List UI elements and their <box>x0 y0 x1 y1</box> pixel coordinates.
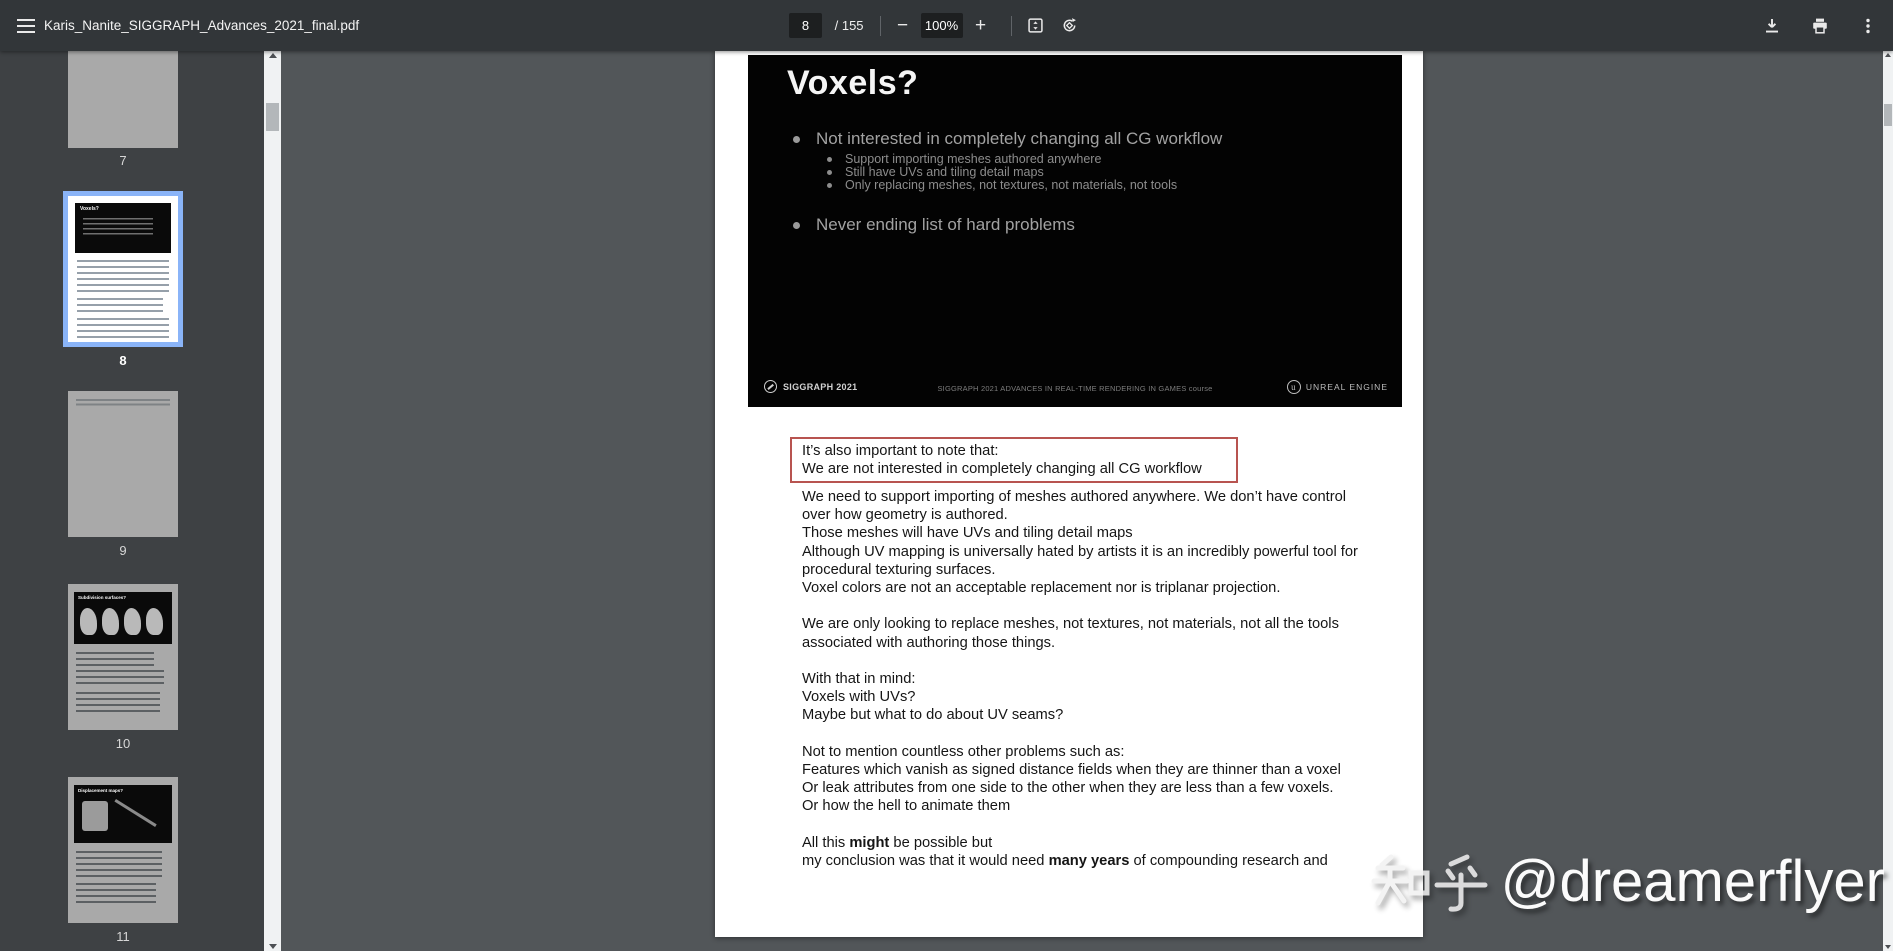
mini-slide-title: Voxels? <box>80 206 99 212</box>
thumbnail-text-lines <box>76 399 170 406</box>
page-total-label: / 155 <box>831 18 864 33</box>
thumbnail-text-lines <box>83 218 153 236</box>
toolbar-divider <box>880 16 881 36</box>
callout-line: It’s also important to note that: <box>802 443 999 459</box>
slide-sub-bullet: Only replacing meshes, not textures, not materials, not tools <box>827 178 1177 192</box>
thumbnail-label-10: 10 <box>115 736 131 751</box>
document-title: Karis_Nanite_SIGGRAPH_Advances_2021_final.pdf <box>44 18 360 33</box>
thumbnail-text-lines <box>77 318 169 340</box>
thumbnail-text-lines <box>76 883 156 905</box>
mini-slide-images <box>80 608 168 640</box>
thumbnail-page-9[interactable] <box>68 391 178 537</box>
mini-slide-title: Displacement maps? <box>78 788 124 793</box>
scrollbar-thumb[interactable] <box>266 103 279 131</box>
watermark-handle: @dreamerflyer <box>1500 849 1885 914</box>
thumbnail-page-11[interactable] <box>68 777 178 923</box>
mini-slide-title: Subdivision surfaces? <box>78 595 127 600</box>
scroll-up-icon[interactable] <box>1883 53 1893 57</box>
pdf-page-8 <box>715 51 1423 937</box>
print-icon[interactable] <box>1806 12 1834 40</box>
scroll-down-icon[interactable] <box>1883 945 1893 949</box>
fit-to-page-icon[interactable] <box>1022 12 1050 40</box>
thumbnail-label-8: 8 <box>119 353 127 368</box>
slide-sub-bullet: Still have UVs and tiling detail maps <box>827 165 1044 179</box>
slide-image <box>748 55 1402 407</box>
mini-slide-images <box>114 799 156 827</box>
slide-title: Voxels? <box>787 64 919 102</box>
rotate-counterclockwise-icon[interactable] <box>1056 12 1084 40</box>
mini-slide-images <box>82 801 108 831</box>
thumbnail-text-lines <box>77 260 169 294</box>
thumbnail-label-9: 9 <box>119 543 127 558</box>
zoom-in-button[interactable]: + <box>974 14 987 36</box>
unreal-u-icon: u <box>1287 380 1301 394</box>
slide-bullet: Never ending list of hard problems <box>793 215 1075 235</box>
toolbar-divider <box>1011 16 1012 36</box>
thumbnail-label-11: 11 <box>116 929 130 944</box>
thumbnail-sidebar <box>0 51 281 951</box>
thumbnail-page-7[interactable] <box>68 51 178 148</box>
thumbnail-text-lines <box>76 652 154 666</box>
callout-line: We are not interested in completely changing all CG workflow <box>802 461 1202 478</box>
thumbnail-page-8-selected[interactable] <box>63 191 183 347</box>
thumbnail-text-lines <box>77 298 163 314</box>
menu-icon[interactable] <box>10 10 42 42</box>
zhihu-watermark <box>1371 848 1885 915</box>
thumbnail-label-7: 7 <box>119 153 127 168</box>
siggraph-logo: SIGGRAPH 2021 <box>764 380 857 393</box>
zoom-level-box[interactable]: 100% <box>921 13 963 38</box>
unreal-engine-logo: u UNREAL ENGINE <box>1287 380 1388 394</box>
page-controls <box>789 0 1084 51</box>
page-number-input[interactable] <box>789 13 822 38</box>
pdf-toolbar <box>0 0 1893 51</box>
thumbnail-page-10[interactable] <box>68 584 178 730</box>
more-vertical-icon[interactable] <box>1854 12 1882 40</box>
slide-sub-bullet: Support importing meshes authored anywhere <box>827 152 1101 166</box>
scroll-down-icon[interactable] <box>264 944 281 949</box>
scroll-up-icon[interactable] <box>264 53 281 58</box>
thumbnail-text-lines <box>76 692 160 716</box>
speaker-notes: We need to support importing of meshes authored anywhere. We don’t have control over how geometry is authored. Those meshes will have UVs and tiling detail maps Although UV mapping is universally hated by artists it is an incredibly powerful tool for procedural texturing surfaces. Voxel colors are not an acceptable replacement nor is triplanar projection. We are only looking to replace meshes, not textures, not materials, not all the tools associated with authoring those things. With that in mind: Voxels with UVs? Maybe but what to do about UV seams? Not to mention countless other problems such as: Features which vanish as signed distance fields when they are thinner than a voxel Or leak attributes from one side to the other when they are less than a few voxels. Or how the hell to animate them All this might be possible but my conclusion was that it would need many years of compounding research and <box>802 489 1358 870</box>
toolbar-right-actions <box>1758 0 1882 51</box>
zoom-out-button[interactable]: − <box>896 14 909 36</box>
main-scrollbar[interactable] <box>1883 51 1893 951</box>
notes-callout-box <box>790 437 1238 483</box>
scrollbar-thumb[interactable] <box>1884 104 1892 126</box>
download-icon[interactable] <box>1758 12 1786 40</box>
slide-bullet: Not interested in completely changing all CG workflow <box>793 129 1222 149</box>
thumbnail-text-lines <box>76 851 162 877</box>
slide-footer-course-label: SIGGRAPH 2021 ADVANCES IN REAL-TIME RENDERING IN GAMES course <box>937 384 1213 393</box>
slide-footer <box>748 380 1402 400</box>
sidebar-scrollbar[interactable] <box>264 51 281 951</box>
thumbnail-text-lines <box>76 670 164 688</box>
